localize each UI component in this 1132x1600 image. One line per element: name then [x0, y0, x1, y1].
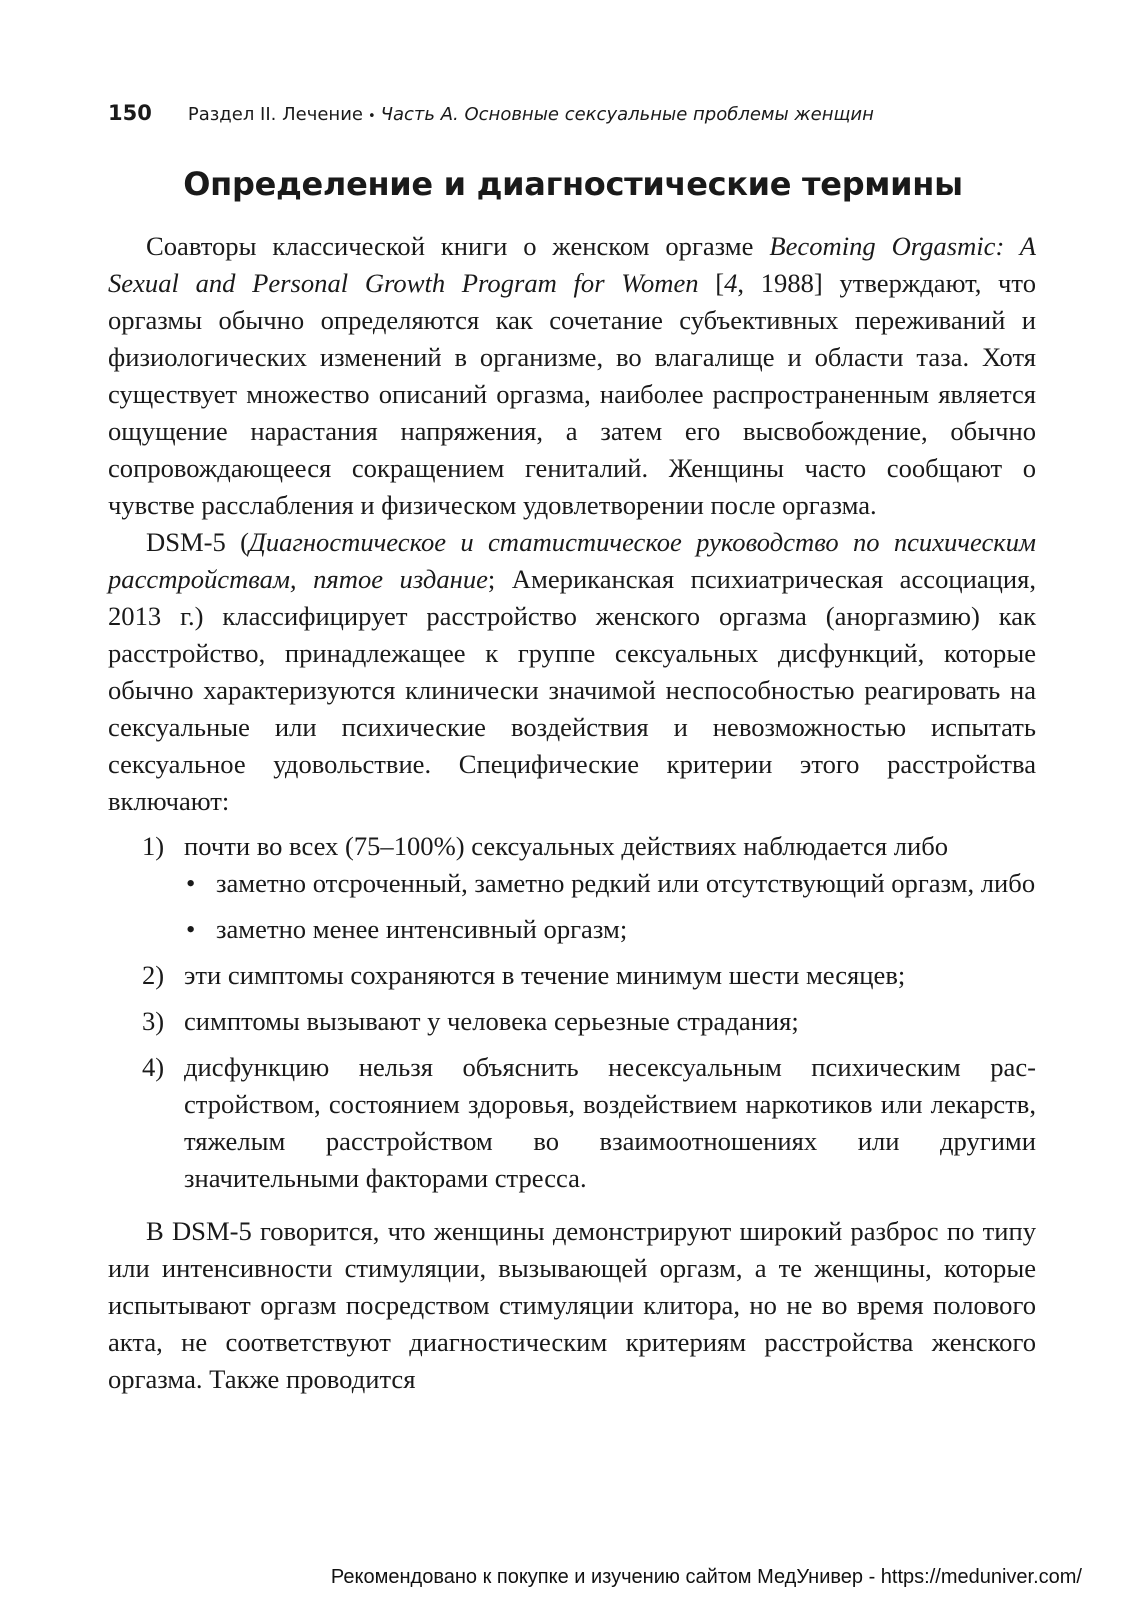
bullet-icon: •	[186, 868, 196, 898]
bullet-list	[184, 865, 1036, 948]
text-run: DSM-5 (	[146, 527, 249, 557]
list-number: 2)	[142, 960, 165, 990]
paragraph-dsm-notes: В DSM-5 говорится, что женщины демонстрируют широкий разброс по типу или интенсивности стимуляции, вызывающей оргазм, а те женщины, которые испытывают оргазм посредством стимуляции клитора, но не во время полового акта, не соответствуют диагностическим критериям расстройства женского оргазма. Также проводится	[108, 1216, 1036, 1394]
text-run: , 1988] утверждают, что оргазмы обычно определяются как сочетание субъективных переживаний и физиологических изменений в организме, во влагалище и области таза. Хотя существует множество описаний оргазма, наиболее распространенным является ощущение нарастания напряжения, а затем его высвобождение, обычно сопровождающееся сокращением гениталий. Женщины часто сообщают о чувстве расслабления и физическом удовлетворении после оргазма.	[108, 268, 1036, 520]
criteria-item	[108, 957, 1036, 994]
criteria-list	[108, 828, 1036, 1197]
footer-note: Рекомендовано к покупке и изучению сайтом МедУнивер - https://meduniver.com/	[330, 1566, 1082, 1588]
page-number: 150	[108, 101, 152, 125]
bullet-item	[184, 911, 1036, 948]
criteria-item	[108, 828, 1036, 948]
list-number: 1)	[142, 831, 165, 861]
section-label: Раздел II. Лечение	[187, 104, 363, 125]
bullet-icon: •	[186, 914, 196, 944]
paragraph-intro	[108, 228, 1036, 524]
list-item-text: дисфункцию нельзя объяснить несексуальным психическим расстройством, состоянием здоровья, воздействием наркотиков или лекарств, тяжелым расстройством во взаимоотношениях или другими значительными факторами стресса.	[184, 1052, 1036, 1193]
text-run: [	[698, 268, 725, 298]
bullet-item	[184, 865, 1036, 902]
paragraph-dsm	[108, 524, 1036, 820]
section-title: Определение и диагностические термины	[183, 165, 963, 203]
body-text	[108, 228, 1036, 1398]
bullet-text: заметно менее интенсивный оргазм;	[216, 914, 628, 944]
running-head	[108, 100, 1038, 130]
citation-ref: 4	[724, 268, 738, 298]
part-label: Часть А. Основные сексуальные проблемы женщин	[380, 104, 874, 125]
list-item-text: почти во всех (75–100%) сексуальных действиях наблюдается либо	[184, 831, 949, 861]
text-run: ; Американская психиатрическая ассоциация, 2013 г.) классифицирует расстройство женского оргазма (аноргазмию) как расстройство, принадлежащее к группе сексуальных дисфункций, которые обычно характеризуются клинически значимой неспособностью реагировать на сексуальные или психические воздействия и невозможностью испытать сексуальное удовольствие. Специфические критерии этого расстройства включают:	[108, 564, 1036, 816]
list-number: 3)	[142, 1006, 165, 1036]
separator-bullet-icon: •	[367, 109, 376, 124]
book-title: Becoming Orgasmic: A Sexual and Personal Growth Program for Women	[108, 231, 1036, 298]
list-item-text: симптомы вызывают у человека серьезные страдания;	[184, 1006, 799, 1036]
manual-title: Диагностическое и статистическое руководство по психическим расстройствам, пятое издание	[108, 527, 1036, 594]
list-number: 4)	[142, 1052, 165, 1082]
bullet-text: заметно отсроченный, заметно редкий или отсутствующий оргазм, либо	[216, 868, 1036, 898]
criteria-item	[108, 1003, 1036, 1040]
text-run: Соавторы классической книги о женском оргазме	[146, 231, 770, 261]
criteria-item	[108, 1049, 1036, 1197]
list-item-text: эти симптомы сохраняются в течение минимум шести месяцев;	[184, 960, 906, 990]
